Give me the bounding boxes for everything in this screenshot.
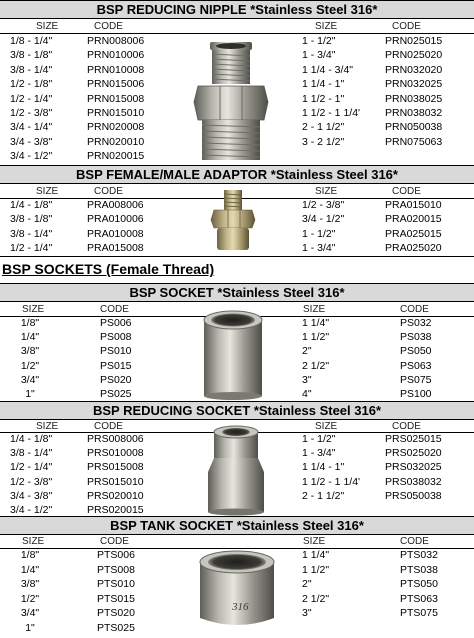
size-cell: 1 1/2" <box>302 563 330 576</box>
size-cell: 1 1/2" <box>302 331 330 344</box>
header-code-right: CODE <box>400 536 429 547</box>
size-cell: 1 - 3/4" <box>302 49 336 62</box>
code-cell: PTS025 <box>97 622 135 634</box>
size-cell: 3/4 - 1/4" <box>10 121 53 134</box>
code-cell: PS010 <box>100 345 132 358</box>
tank-socket-image <box>196 548 278 634</box>
size-cell: 3/4 - 1/2" <box>302 213 345 226</box>
size-cell: 1 - 3/4" <box>302 447 336 460</box>
code-cell: PTS038 <box>400 563 438 576</box>
header-size-left: SIZE <box>36 21 59 32</box>
code-cell: PRA008006 <box>87 199 144 211</box>
code-cell: PRN038025 <box>385 92 443 105</box>
code-cell: PRN010008 <box>87 63 145 76</box>
size-cell: 2 - 1 1/2" <box>302 489 345 502</box>
code-cell: PS038 <box>400 331 432 344</box>
code-cell: PRN025015 <box>385 35 443 47</box>
size-cell: 1" <box>25 622 35 634</box>
code-cell: PRS008006 <box>87 433 144 445</box>
size-cell: 3/4 - 1/2" <box>10 504 53 516</box>
code-cell: PTS075 <box>400 607 438 620</box>
code-cell: PRN050038 <box>385 121 443 134</box>
header-size-right: SIZE <box>303 304 326 315</box>
header-size-left: SIZE <box>36 421 59 432</box>
header-size-right: SIZE <box>303 536 326 547</box>
size-cell: 3/8 - 1/4" <box>10 227 53 240</box>
header-code-left: CODE <box>100 536 129 547</box>
code-cell: PTS006 <box>97 549 135 561</box>
size-cell: 2 1/2" <box>302 359 330 372</box>
header-size-right: SIZE <box>315 186 338 197</box>
size-cell: 1/4 - 1/8" <box>10 433 53 445</box>
code-cell: PRS025015 <box>385 433 442 445</box>
code-cell: PRN075063 <box>385 135 443 148</box>
code-cell: PRA025020 <box>385 242 442 255</box>
size-cell: 3" <box>302 373 312 386</box>
header-code-left: CODE <box>94 186 123 197</box>
size-cell: 1" <box>25 388 35 400</box>
reducing-socket-image <box>204 424 268 516</box>
code-cell: PS006 <box>100 317 132 329</box>
size-cell: 3/8" <box>20 578 40 591</box>
size-cell: 1/2 - 1/4" <box>10 92 53 105</box>
size-cell: 1/2 - 3/8" <box>10 475 53 488</box>
adaptor-title: BSP FEMALE/MALE ADAPTOR *Stainless Steel 316* <box>0 165 474 184</box>
header-code-right: CODE <box>392 186 421 197</box>
code-cell: PRS038032 <box>385 475 442 488</box>
size-cell: 1/4 - 1/8" <box>10 199 53 211</box>
code-cell: PRN008006 <box>87 35 145 47</box>
reducing-nipple-image <box>190 40 272 164</box>
size-cell: 3/8 - 1/8" <box>10 213 53 226</box>
size-cell: 3" <box>302 607 312 620</box>
header-size-right: SIZE <box>315 421 338 432</box>
socket-image <box>196 308 270 400</box>
code-cell: PRA015010 <box>385 199 442 211</box>
divider <box>0 33 474 34</box>
code-cell: PS100 <box>400 388 432 400</box>
reducing-socket-title: BSP REDUCING SOCKET *Stainless Steel 316* <box>0 401 474 420</box>
code-cell: PS075 <box>400 373 432 386</box>
code-cell: PRN032020 <box>385 63 443 76</box>
code-cell: PRS020015 <box>87 504 144 516</box>
code-cell: PRN015010 <box>87 107 145 119</box>
code-cell: PTS063 <box>400 592 438 605</box>
code-cell: PTS010 <box>97 578 135 591</box>
code-cell: PS050 <box>400 345 432 358</box>
code-cell: PS025 <box>100 388 132 400</box>
size-cell: 1/8 - 1/4" <box>10 35 53 47</box>
code-cell: PRA010006 <box>87 213 144 226</box>
code-cell: PTS050 <box>400 578 438 591</box>
socket-title: BSP SOCKET *Stainless Steel 316* <box>0 283 474 302</box>
code-cell: PRN020008 <box>87 121 145 134</box>
size-cell: 1/2 - 1/4" <box>10 461 53 474</box>
code-cell: PS020 <box>100 373 132 386</box>
header-size-left: SIZE <box>22 536 45 547</box>
code-cell: PRN015008 <box>87 92 145 105</box>
code-cell: PRN015006 <box>87 78 145 91</box>
code-cell: PRA020015 <box>385 213 442 226</box>
size-cell: 3/4" <box>20 607 40 620</box>
code-cell: PRS010008 <box>87 447 144 460</box>
code-cell: PRN020010 <box>87 135 145 148</box>
stamp-316: 316 <box>232 601 249 613</box>
code-cell: PRS015010 <box>87 475 144 488</box>
code-cell: PS032 <box>400 317 432 329</box>
code-cell: PRN032025 <box>385 78 443 91</box>
size-cell: 3/4" <box>20 373 40 386</box>
header-size-left: SIZE <box>22 304 45 315</box>
size-cell: 1 1/4 - 1" <box>302 78 345 91</box>
size-cell: 1/4" <box>20 563 40 576</box>
code-cell: PRS050038 <box>385 489 442 502</box>
size-cell: 1 1/4 - 1" <box>302 461 345 474</box>
size-cell: 1/2 - 1/4" <box>10 242 53 255</box>
size-cell: 1/2 - 3/8" <box>302 199 345 211</box>
code-cell: PRN010006 <box>87 49 145 62</box>
size-cell: 4" <box>302 388 312 400</box>
adaptor-image <box>208 188 258 254</box>
reducing-nipple-title: BSP REDUCING NIPPLE *Stainless Steel 316* <box>0 0 474 19</box>
size-cell: 3/4 - 3/8" <box>10 489 53 502</box>
size-cell: 1/8" <box>20 317 40 329</box>
size-cell: 1 1/4" <box>302 317 330 329</box>
size-cell: 1/2" <box>20 359 40 372</box>
header-code-right: CODE <box>392 21 421 32</box>
size-cell: 3/4 - 1/2" <box>10 150 53 163</box>
code-cell: PRN025020 <box>385 49 443 62</box>
code-cell: PS015 <box>100 359 132 372</box>
size-cell: 3/8 - 1/4" <box>10 447 53 460</box>
header-code-left: CODE <box>100 304 129 315</box>
header-size-left: SIZE <box>36 186 59 197</box>
size-cell: 1 1/2 - 1 1/4' <box>302 475 361 488</box>
size-cell: 2" <box>302 578 312 591</box>
code-cell: PS008 <box>100 331 132 344</box>
code-cell: PRA015008 <box>87 242 144 255</box>
code-cell: PTS020 <box>97 607 135 620</box>
header-code-right: CODE <box>400 304 429 315</box>
tank-socket-title: BSP TANK SOCKET *Stainless Steel 316* <box>0 516 474 535</box>
header-code-right: CODE <box>392 421 421 432</box>
code-cell: PRS015008 <box>87 461 144 474</box>
divider <box>0 256 474 257</box>
code-cell: PTS015 <box>97 592 135 605</box>
size-cell: 1 1/2 - 1" <box>302 92 345 105</box>
size-cell: 1/2 - 3/8" <box>10 107 53 119</box>
size-cell: 1 1/4 - 3/4" <box>302 63 354 76</box>
code-cell: PRA010008 <box>87 227 144 240</box>
size-cell: 1/2" <box>20 592 40 605</box>
size-cell: 1 1/2 - 1 1/4' <box>302 107 361 119</box>
size-cell: 3 - 2 1/2" <box>302 135 345 148</box>
size-cell: 1/4" <box>20 331 40 344</box>
code-cell: PTS008 <box>97 563 135 576</box>
sockets-heading: BSP SOCKETS (Female Thread) <box>2 261 215 277</box>
size-cell: 2 - 1 1/2" <box>302 121 345 134</box>
size-cell: 2" <box>302 345 312 358</box>
header-size-right: SIZE <box>315 21 338 32</box>
code-cell: PRN038032 <box>385 107 443 119</box>
size-cell: 1 - 3/4" <box>302 242 336 255</box>
code-cell: PRS025020 <box>385 447 442 460</box>
size-cell: 1 - 1/2" <box>302 227 336 240</box>
code-cell: PRA025015 <box>385 227 442 240</box>
code-cell: PRS032025 <box>385 461 442 474</box>
code-cell: PRS020010 <box>87 489 144 502</box>
code-cell: PRN020015 <box>87 150 145 163</box>
size-cell: 1/8" <box>20 549 40 561</box>
size-cell: 1 - 1/2" <box>302 35 336 47</box>
code-cell: PS063 <box>400 359 432 372</box>
size-cell: 3/8 - 1/8" <box>10 49 53 62</box>
size-cell: 3/8" <box>20 345 40 358</box>
header-code-left: CODE <box>94 21 123 32</box>
header-code-left: CODE <box>94 421 123 432</box>
size-cell: 2 1/2" <box>302 592 330 605</box>
size-cell: 1/2 - 1/8" <box>10 78 53 91</box>
size-cell: 3/4 - 3/8" <box>10 135 53 148</box>
size-cell: 1 1/4" <box>302 549 330 561</box>
size-cell: 3/8 - 1/4" <box>10 63 53 76</box>
code-cell: PTS032 <box>400 549 438 561</box>
size-cell: 1 - 1/2" <box>302 433 336 445</box>
